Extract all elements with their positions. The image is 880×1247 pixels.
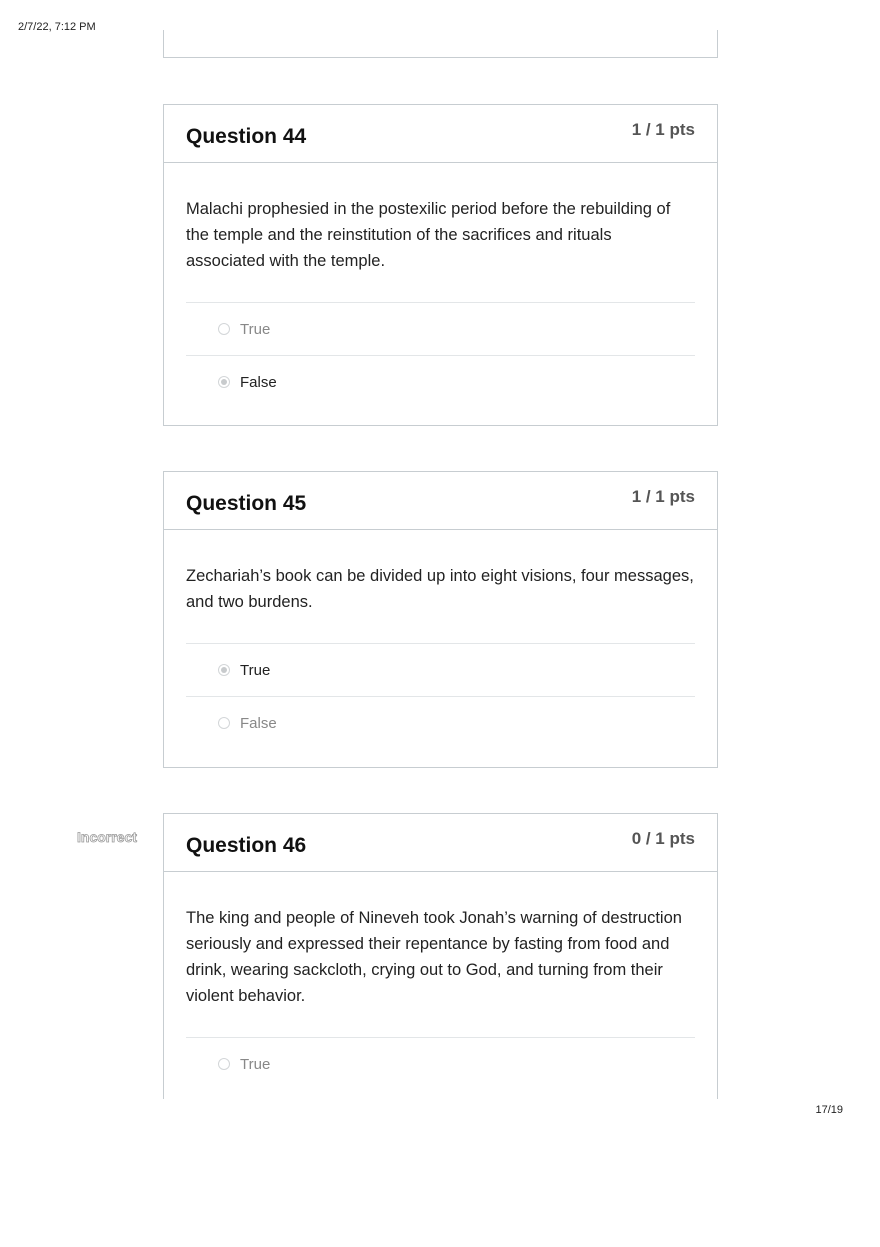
answer-label: False <box>240 714 277 732</box>
question-points: 1 / 1 pts <box>631 487 695 506</box>
print-header: 2/7/22, 7:12 PM <box>18 21 96 33</box>
answer-true[interactable] <box>186 1037 695 1090</box>
answer-label: False <box>240 373 277 391</box>
question-title: Question 46 <box>186 834 307 857</box>
question-header <box>164 105 717 163</box>
question-points: 0 / 1 pts <box>631 829 695 848</box>
question-card-44 <box>163 104 718 426</box>
answer-label: True <box>240 1055 271 1073</box>
question-text: The king and people of Nineveh took Jonah’s warning of destruction seriously and expressed their repentance by fasting from food and drink, wearing sackcloth, crying out to God, and turning from their violent behavior. <box>186 909 682 1005</box>
radio-icon[interactable] <box>218 717 230 729</box>
answer-label: True <box>240 320 271 338</box>
radio-selected-icon[interactable] <box>218 376 230 388</box>
question-header <box>164 472 717 530</box>
radio-icon[interactable] <box>218 1058 230 1070</box>
question-title: Question 44 <box>186 125 307 148</box>
question-card-45 <box>163 471 718 768</box>
question-points: 1 / 1 pts <box>631 120 695 139</box>
radio-icon[interactable] <box>218 323 230 335</box>
question-header <box>164 814 717 872</box>
answer-true[interactable] <box>186 302 695 355</box>
answer-false[interactable] <box>186 696 695 749</box>
radio-selected-icon[interactable] <box>218 664 230 676</box>
incorrect-badge: Incorrect <box>77 829 137 845</box>
question-card-46 <box>163 813 718 1099</box>
question-title: Question 45 <box>186 492 307 515</box>
question-text: Zechariah’s book can be divided up into eight visions, four messages, and two burdens. <box>186 567 694 611</box>
answer-label: True <box>240 661 271 679</box>
question-text: Malachi prophesied in the postexilic period before the rebuilding of the temple and the reinstitution of the sacrifices and rituals associated with the temple. <box>186 200 671 270</box>
page-number: 17/19 <box>815 1104 843 1116</box>
answer-false[interactable] <box>186 355 695 408</box>
previous-question-card <box>163 30 718 58</box>
answer-true[interactable] <box>186 643 695 696</box>
